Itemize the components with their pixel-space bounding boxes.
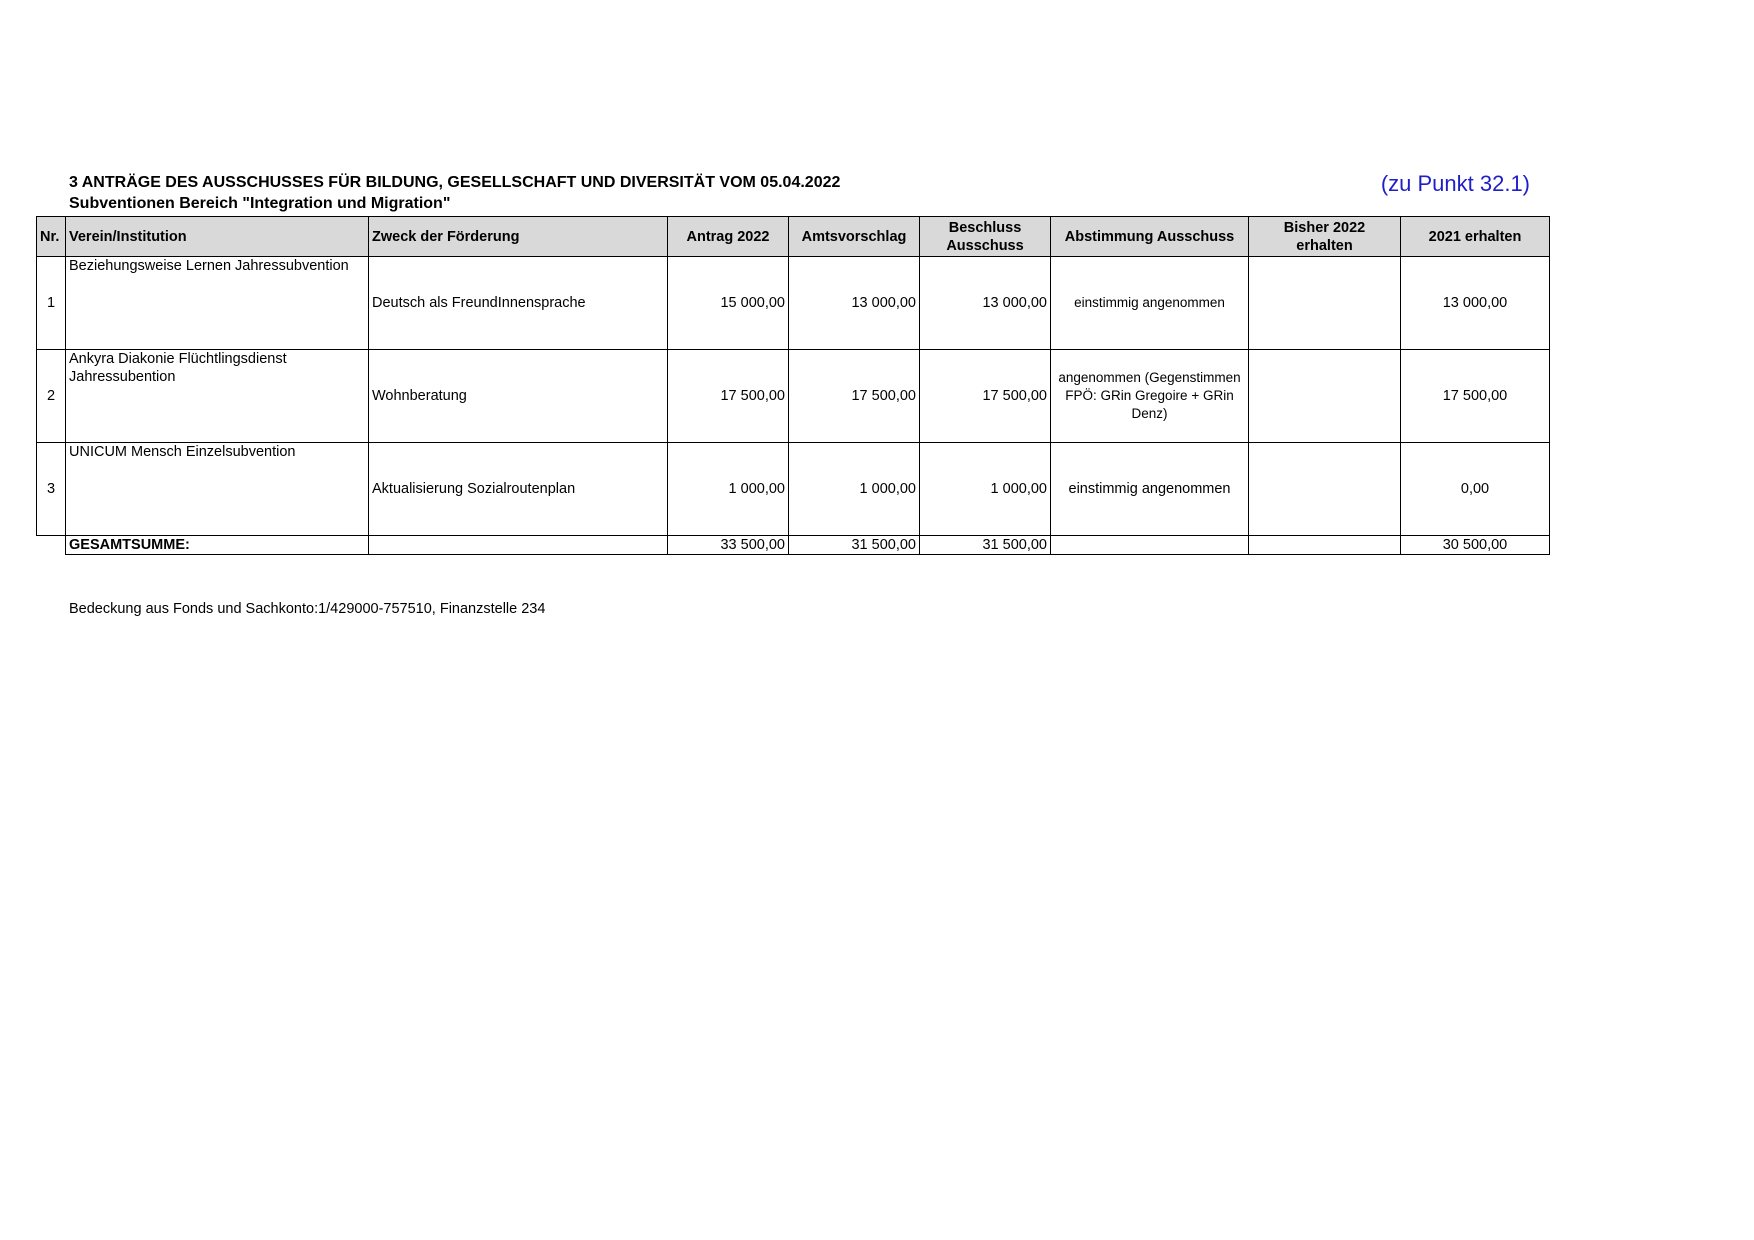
table-row (37, 443, 1550, 536)
institution-line: Beziehungsweise Lernen Jahressubvention (69, 258, 349, 274)
cell-decision: 1 000,00 (920, 443, 1051, 536)
col-header-purpose: Zweck der Förderung (369, 217, 668, 257)
cell-decision: 17 500,00 (920, 350, 1051, 443)
agenda-reference: (zu Punkt 32.1) (1380, 171, 1530, 196)
cell-received-2021: 17 500,00 (1401, 350, 1550, 443)
col-header-decision-line2: Ausschuss (946, 237, 1024, 254)
cell-purpose: Deutsch als FreundInnensprache (369, 257, 668, 350)
institution-line: UNICUM Mensch Einzelsubvention (69, 444, 296, 460)
subsidies-table (36, 216, 1550, 555)
col-header-proposal: Amtsvorschlag (789, 217, 920, 257)
cell-received-2021: 0,00 (1401, 443, 1550, 536)
vote-line: einstimmig angenommen (1074, 295, 1225, 310)
col-header-received-2021: 2021 erhalten (1401, 217, 1550, 257)
cell-institution (66, 350, 369, 443)
cell-proposal: 1 000,00 (789, 443, 920, 536)
cell-institution (66, 257, 369, 350)
cell-application: 15 000,00 (668, 257, 789, 350)
cell-nr: 1 (37, 257, 66, 350)
col-header-decision (920, 217, 1051, 257)
document-subtitle: Subventionen Bereich "Integration und Migration" (69, 195, 451, 212)
cell-vote (1051, 257, 1249, 350)
total-received-2022 (1249, 536, 1401, 555)
vote-line: FPÖ: GRin Gregoire + GRin (1065, 388, 1234, 403)
coverage-note: Bedeckung aus Fonds und Sachkonto:1/429000-757510, Finanzstelle 234 (69, 601, 546, 617)
vote-line: Denz) (1131, 406, 1168, 421)
table-row (37, 257, 1550, 350)
cell-received-2022 (1249, 257, 1401, 350)
cell-received-2022 (1249, 443, 1401, 536)
cell-vote (1051, 350, 1249, 443)
cell-proposal: 13 000,00 (789, 257, 920, 350)
col-header-received-2022 (1249, 217, 1401, 257)
institution-line: Ankyra Diakonie Flüchtlingsdienst (69, 351, 287, 367)
total-row (37, 536, 1550, 555)
total-purpose (369, 536, 668, 555)
cell-nr: 2 (37, 350, 66, 443)
vote-line: einstimmig angenommen (1068, 481, 1231, 497)
col-header-vote: Abstimmung Ausschuss (1051, 217, 1249, 257)
cell-purpose: Wohnberatung (369, 350, 668, 443)
total-vote (1051, 536, 1249, 555)
total-blank-cell (37, 536, 66, 555)
total-label: GESAMTSUMME: (66, 536, 369, 555)
table-header-row (37, 217, 1550, 257)
cell-received-2022 (1249, 350, 1401, 443)
total-received-2021: 30 500,00 (1401, 536, 1550, 555)
vote-line: angenommen (Gegenstimmen (1058, 370, 1241, 385)
cell-decision: 13 000,00 (920, 257, 1051, 350)
col-header-nr: Nr. (37, 217, 66, 257)
document-header (69, 173, 840, 214)
col-header-received-line1: Bisher 2022 (1283, 219, 1366, 236)
cell-institution (66, 443, 369, 536)
cell-application: 17 500,00 (668, 350, 789, 443)
cell-received-2021: 13 000,00 (1401, 257, 1550, 350)
table-row (37, 350, 1550, 443)
total-application: 33 500,00 (668, 536, 789, 555)
document-title: 3 ANTRÄGE DES AUSSCHUSSES FÜR BILDUNG, GESELLSCHAFT UND DIVERSITÄT VOM 05.04.2022 (69, 174, 841, 191)
cell-vote (1051, 443, 1249, 536)
total-proposal: 31 500,00 (789, 536, 920, 555)
total-decision: 31 500,00 (920, 536, 1051, 555)
cell-application: 1 000,00 (668, 443, 789, 536)
cell-purpose: Aktualisierung Sozialroutenplan (369, 443, 668, 536)
col-header-received-line2: erhalten (1296, 237, 1353, 254)
col-header-decision-line1: Beschluss (948, 219, 1022, 236)
col-header-application: Antrag 2022 (668, 217, 789, 257)
cell-nr: 3 (37, 443, 66, 536)
cell-proposal: 17 500,00 (789, 350, 920, 443)
col-header-institution: Verein/Institution (66, 217, 369, 257)
institution-line: Jahressubention (69, 369, 176, 385)
